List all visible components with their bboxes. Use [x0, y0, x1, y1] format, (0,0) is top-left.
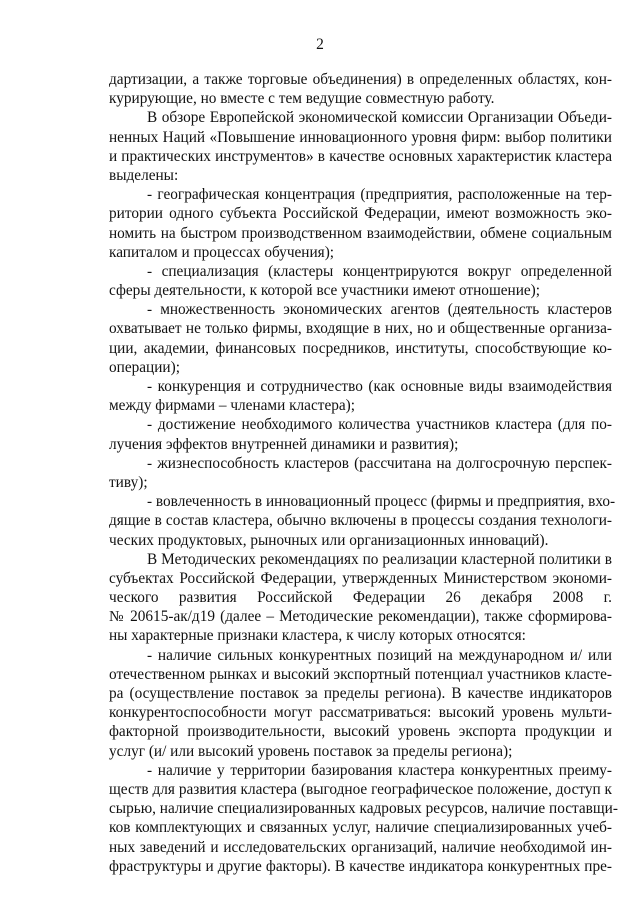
text-line: между фирмами – членами кластера);: [109, 397, 356, 415]
text-line: ненных Наций «Повышение инновационного уровня фирм: выбор политики: [109, 128, 612, 146]
text-line: - множественность экономических агентов (деятельность кластеров: [147, 301, 612, 319]
text-line: В обзоре Европейской экономической комиссии Организации Объеди-: [147, 109, 612, 127]
text-line: сырью, наличие специализированных кадровых ресурсов, наличие поставщи-: [109, 800, 618, 818]
text-line: дартизации, а также торговые объединения) в определенных областях, кон-: [109, 71, 612, 88]
text-line: охватывает не только фирмы, входящие в них, но и общественные организа-: [109, 320, 612, 338]
text-line: субъектах Российской Федерации, утвержденных Министерством экономи-: [109, 569, 612, 587]
text-line: - вовлеченность в инновационный процесс (фирмы и предприятия, вхо-: [147, 493, 616, 511]
text-line: лучения эффектов внутренней динамики и развития);: [109, 435, 459, 453]
paragraph: [109, 377, 612, 415]
paragraph: [109, 108, 612, 185]
text-line: - специализация (кластеры концентрируются вокруг определенной: [147, 262, 612, 280]
text-line: - наличие у территории базирования кластера конкурентных преиму-: [147, 761, 612, 779]
text-line: ческого развития Российской Федерации 26 декабря 2008 г.: [109, 589, 612, 607]
text-line: ческих продуктовых, рыночных или организационных инноваций).: [109, 531, 549, 549]
text-line: ра (осуществление поставок за пределы региона). В качестве индикаторов: [109, 685, 612, 702]
text-line: ществ для развития кластера (выгодное географическое положение, доступ к: [109, 780, 612, 798]
text-line: ции, академии, финансовых посредников, институты, способствующие ко-: [109, 339, 612, 357]
text-line: ны характерные признаки кластера, к числу которых относятся:: [109, 627, 526, 645]
text-line: № 20615-ак/д19 (далее – Методические рекомендации), также сформирова-: [109, 608, 612, 626]
text-line: сферы деятельности, к которой все участники имеют отношение);: [109, 282, 541, 300]
text-line: - конкуренция и сотрудничество (как основные виды взаимодействия: [147, 378, 612, 395]
text-line: ков комплектующих и связанных услуг, наличие специализированных учеб-: [109, 819, 612, 837]
text-line: - наличие сильных конкурентных позиций на международном и/ или: [147, 646, 612, 664]
text-line: дящие в состав кластера, обычно включены в процессы создания технологи-: [109, 512, 612, 530]
paragraph: [109, 415, 612, 453]
text-line: отечественном рынках и высокий экспортный потенциал участников класте-: [109, 665, 612, 683]
paragraph: [109, 185, 612, 262]
text-line: фраструктуры и другие факторы). В качестве индикатора конкурентных пре-: [109, 857, 612, 875]
paragraph: [109, 761, 618, 876]
text-line: факторной производительности, высокий уровень экспорта продукции и: [109, 723, 612, 741]
page-number: 2: [316, 36, 324, 53]
text-line: конкурентоспособности могут рассматриваться: высокий уровень мульти-: [109, 704, 612, 722]
paragraph: [109, 454, 612, 492]
document-body: [109, 70, 618, 876]
text-line: курирующие, но вместе с тем ведущие совместную работу.: [109, 90, 495, 108]
paragraph: [109, 70, 612, 108]
text-line: - жизнеспособность кластеров (рассчитана на долгосрочную перспек-: [147, 454, 612, 472]
paragraph: [109, 646, 612, 761]
paragraph: [109, 300, 612, 377]
text-line: ритории одного субъекта Российской Федерации, имеют возможность эко-: [109, 205, 612, 223]
text-line: и практических инструментов» в качестве основных характеристик кластера: [109, 147, 612, 165]
text-line: ных заведений и исследовательских организаций, наличие необходимой ин-: [109, 838, 612, 856]
paragraph: [109, 262, 612, 300]
text-line: - достижение необходимого количества участников кластера (для по-: [147, 416, 612, 434]
text-line: услуг (и/ или высокий уровень поставок за пределы региона);: [109, 742, 513, 760]
paragraph: [109, 492, 616, 550]
text-line: капиталом и процессах обучения);: [109, 243, 335, 261]
text-line: номить на быстром производственном взаимодействии, обмене социальным: [109, 224, 612, 242]
text-line: В Методических рекомендациях по реализации кластерной политики в: [147, 550, 612, 568]
text-line: операции);: [109, 358, 180, 376]
text-line: - географическая концентрация (предприятия, расположенные на тер-: [147, 186, 612, 204]
paragraph: [109, 550, 612, 646]
text-line: тиву);: [109, 473, 148, 491]
text-line: выделены:: [109, 166, 179, 184]
